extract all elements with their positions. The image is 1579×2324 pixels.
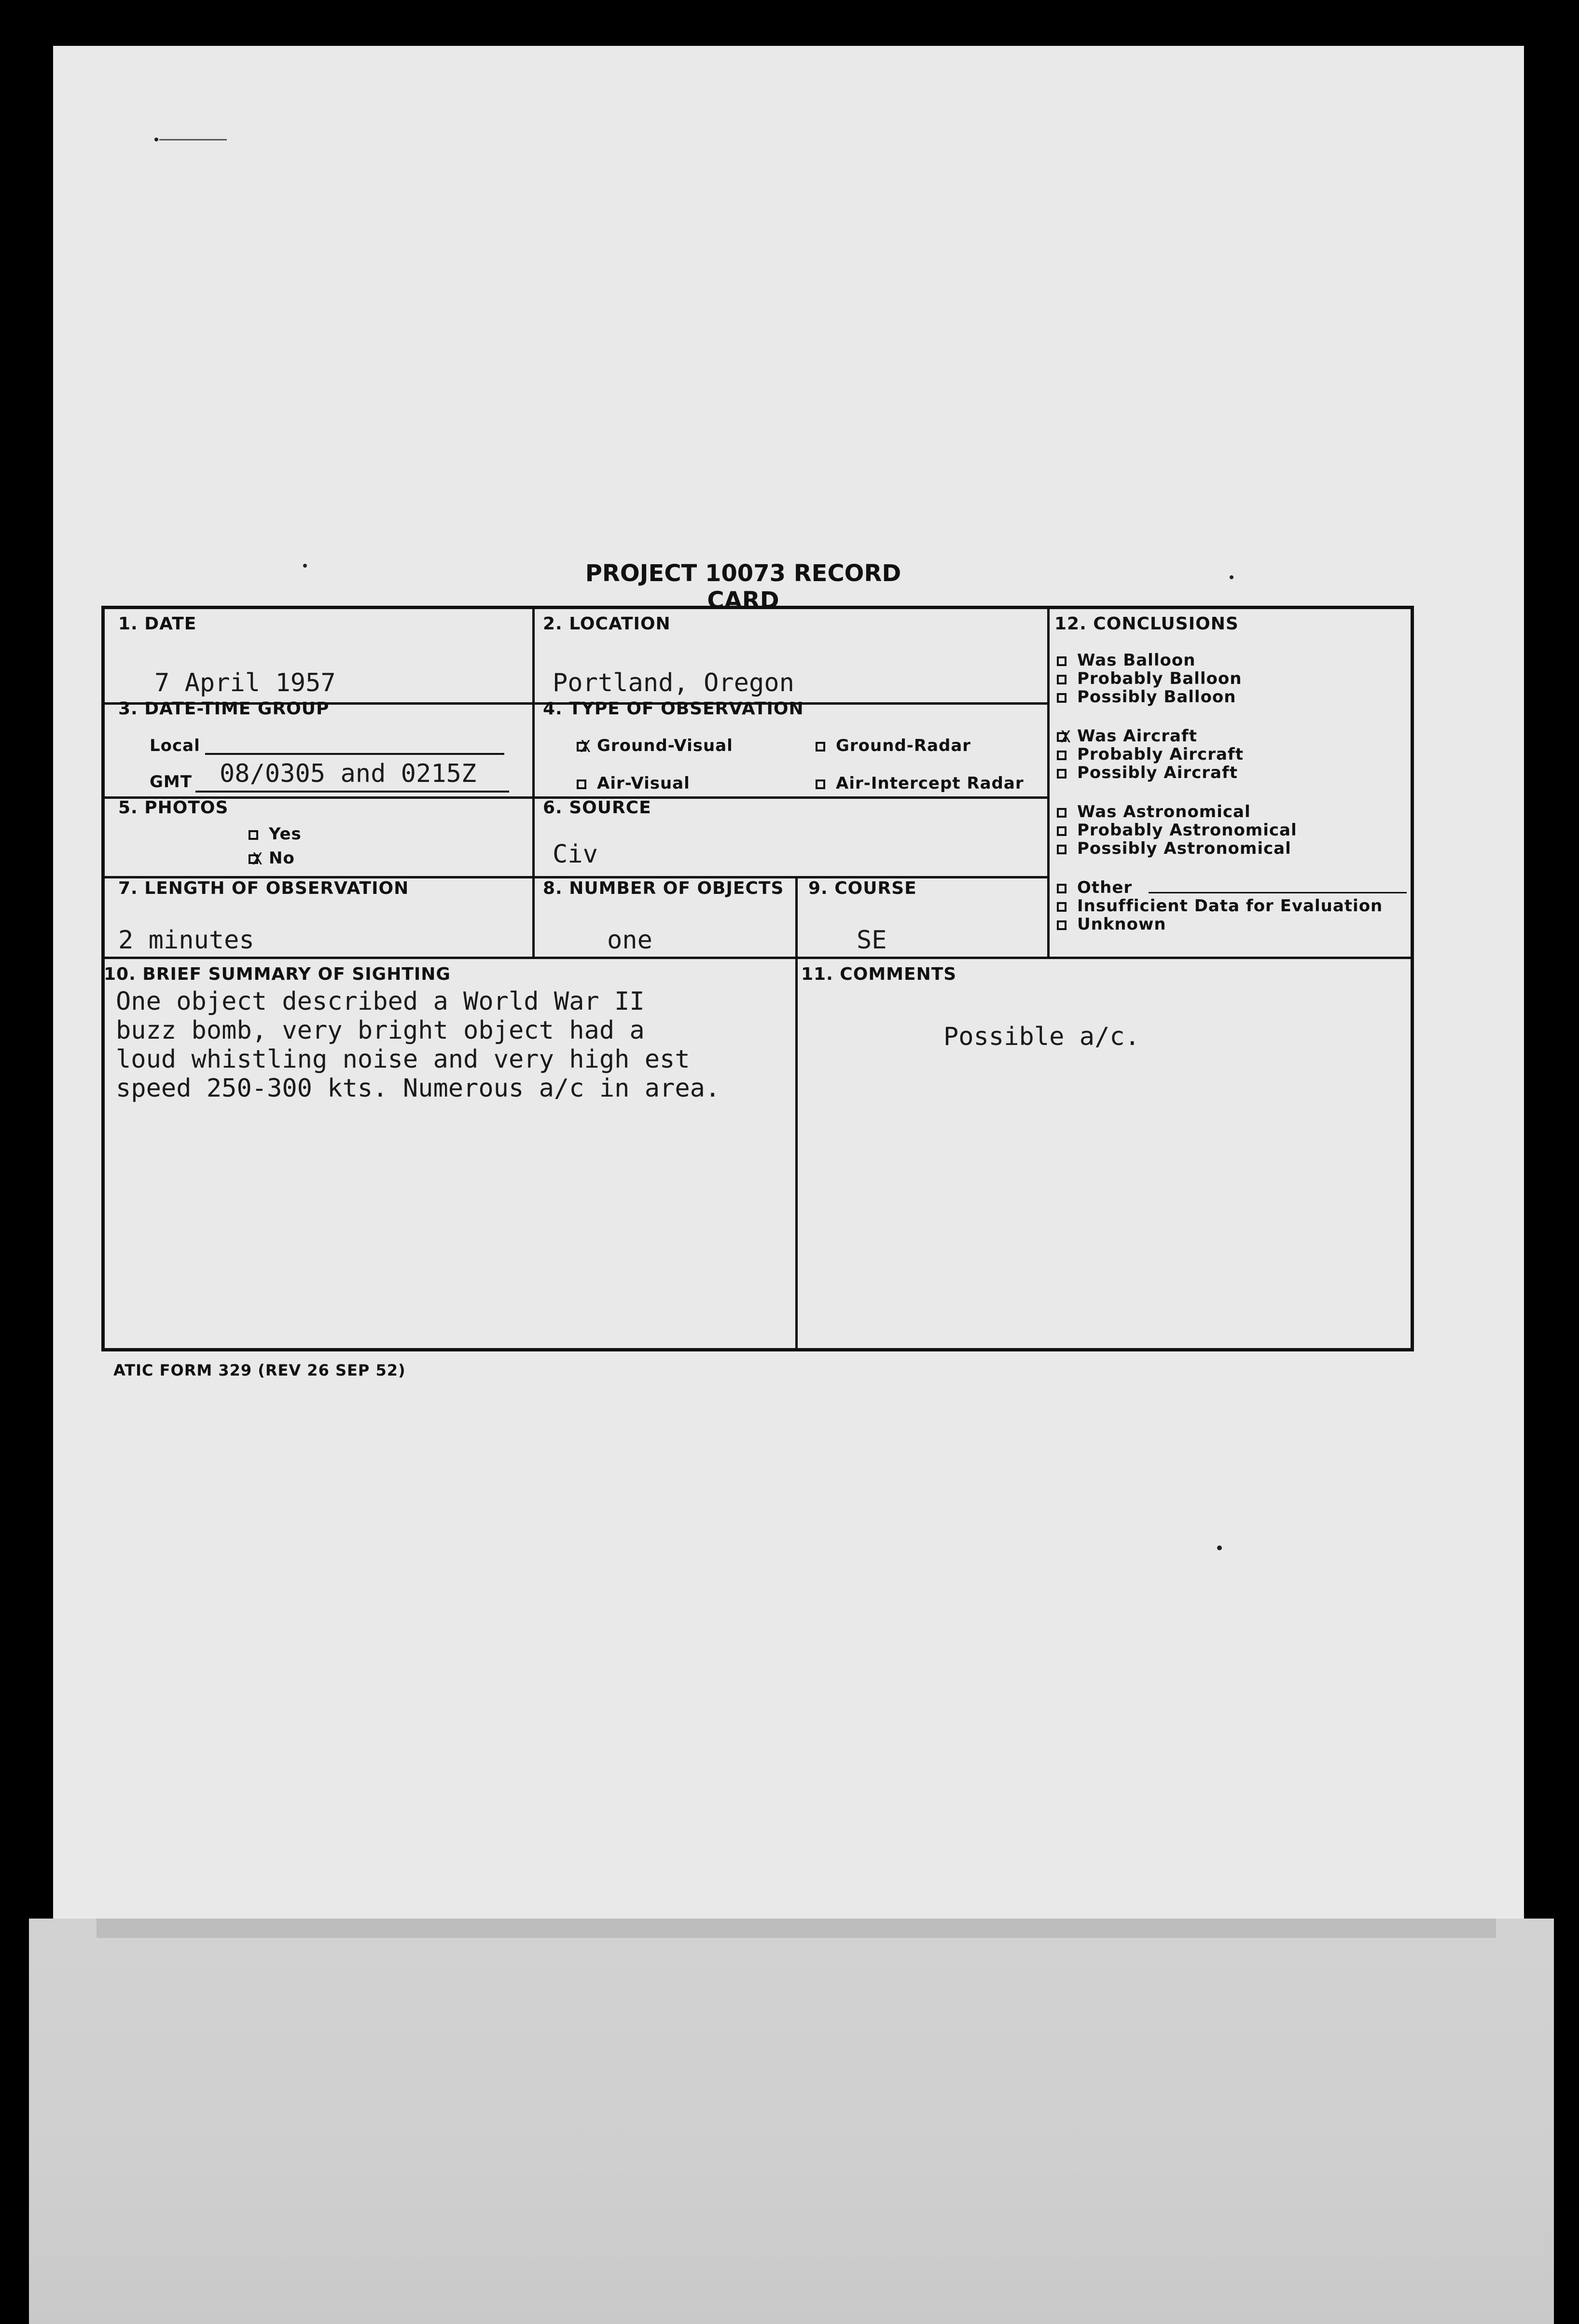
date-value: 7 April 1957 xyxy=(154,668,336,697)
length-of-observation-value: 2 minutes xyxy=(118,926,254,955)
checkbox-icon xyxy=(1057,920,1067,930)
option-ground-visual[interactable]: XGround-Visual xyxy=(577,736,733,755)
date-label: 1. DATE xyxy=(118,614,197,634)
conclusion-probably-balloon[interactable]: Probably Balloon xyxy=(1057,669,1242,688)
col-divider xyxy=(1047,606,1050,957)
photos-label: 5. PHOTOS xyxy=(118,798,229,818)
checkbox-icon xyxy=(249,830,258,840)
number-of-objects-label: 8. NUMBER OF OBJECTS xyxy=(543,878,784,898)
option-air-intercept-radar[interactable]: Air-Intercept Radar xyxy=(816,774,1024,793)
conclusion-probably-aircraft[interactable]: Probably Aircraft xyxy=(1057,745,1244,764)
type-of-observation-label: 4. TYPE OF OBSERVATION xyxy=(543,699,804,719)
checkbox-icon xyxy=(577,779,586,789)
conclusion-unknown[interactable]: Unknown xyxy=(1057,915,1166,934)
date-time-group-label: 3. DATE-TIME GROUP xyxy=(118,699,330,719)
checkbox-icon xyxy=(1057,808,1067,818)
option-photos-no[interactable]: XNo xyxy=(249,849,295,868)
conclusion-was-astronomical[interactable]: Was Astronomical xyxy=(1057,802,1251,821)
conclusion-insufficient-data[interactable]: Insufficient Data for Evaluation xyxy=(1057,896,1383,916)
checkbox-icon xyxy=(1057,732,1067,742)
local-label: Local xyxy=(150,736,200,755)
conclusion-possibly-balloon[interactable]: Possibly Balloon xyxy=(1057,687,1236,707)
summary-text: One object described a World War II buzz bomb, very bright object had a loud whistling noise and very high est speed 250-300 kts. Numerous a/c in area. xyxy=(116,987,720,1103)
course-value: SE xyxy=(857,926,887,955)
summary-label: 10. BRIEF SUMMARY OF SIGHTING xyxy=(104,964,451,984)
option-air-visual[interactable]: Air-Visual xyxy=(577,774,690,793)
checkbox-icon xyxy=(1057,826,1067,836)
dust-speck xyxy=(1217,1545,1222,1550)
row-divider xyxy=(101,957,1414,959)
conclusion-was-balloon[interactable]: Was Balloon xyxy=(1057,651,1195,670)
checkbox-icon xyxy=(1057,902,1067,912)
conclusion-possibly-astronomical[interactable]: Possibly Astronomical xyxy=(1057,839,1291,858)
length-of-observation-label: 7. LENGTH OF OBSERVATION xyxy=(118,878,409,898)
other-underline xyxy=(1149,892,1407,893)
checkbox-icon xyxy=(1057,751,1067,760)
checkbox-icon xyxy=(1057,656,1067,666)
option-photos-yes[interactable]: Yes xyxy=(249,824,302,844)
number-of-objects-value: one xyxy=(607,926,652,955)
option-ground-radar[interactable]: Ground-Radar xyxy=(816,736,971,755)
comments-value: Possible a/c. xyxy=(943,1022,1140,1051)
local-underline xyxy=(205,753,504,755)
checkbox-icon xyxy=(1057,693,1067,703)
location-value: Portland, Oregon xyxy=(553,668,794,697)
conclusion-probably-astronomical[interactable]: Probably Astronomical xyxy=(1057,821,1297,840)
checkbox-icon xyxy=(577,742,586,751)
dust-speck xyxy=(303,564,307,568)
conclusion-was-aircraft[interactable]: XWas Aircraft xyxy=(1057,726,1197,746)
conclusion-other[interactable]: Other xyxy=(1057,878,1132,897)
dust-speck xyxy=(1230,575,1233,579)
lower-sheet xyxy=(29,1919,1554,2324)
col-divider xyxy=(532,606,535,957)
dust-speck xyxy=(154,138,158,141)
gmt-value: 08/0305 and 0215Z xyxy=(220,759,477,788)
checkbox-icon xyxy=(1057,845,1067,854)
sheet-shadow xyxy=(97,1919,1496,1938)
course-label: 9. COURSE xyxy=(808,878,917,898)
checkbox-icon xyxy=(1057,675,1067,684)
checkbox-icon xyxy=(1057,884,1067,893)
stray-mark xyxy=(159,139,227,140)
form-footer: ATIC FORM 329 (REV 26 SEP 52) xyxy=(113,1361,406,1379)
location-label: 2. LOCATION xyxy=(543,614,671,634)
comments-label: 11. COMMENTS xyxy=(801,964,957,984)
checkbox-icon xyxy=(249,854,258,864)
source-value: Civ xyxy=(553,840,598,869)
source-label: 6. SOURCE xyxy=(543,798,651,818)
gmt-underline xyxy=(195,791,509,793)
col-divider xyxy=(795,876,798,1351)
checkbox-icon xyxy=(816,742,825,751)
conclusion-possibly-aircraft[interactable]: Possibly Aircraft xyxy=(1057,763,1238,782)
card-title: PROJECT 10073 RECORD CARD xyxy=(585,560,901,614)
gmt-label: GMT xyxy=(150,772,192,792)
conclusions-label: 12. CONCLUSIONS xyxy=(1054,614,1239,634)
checkbox-icon xyxy=(1057,769,1067,779)
checkbox-icon xyxy=(816,779,825,789)
